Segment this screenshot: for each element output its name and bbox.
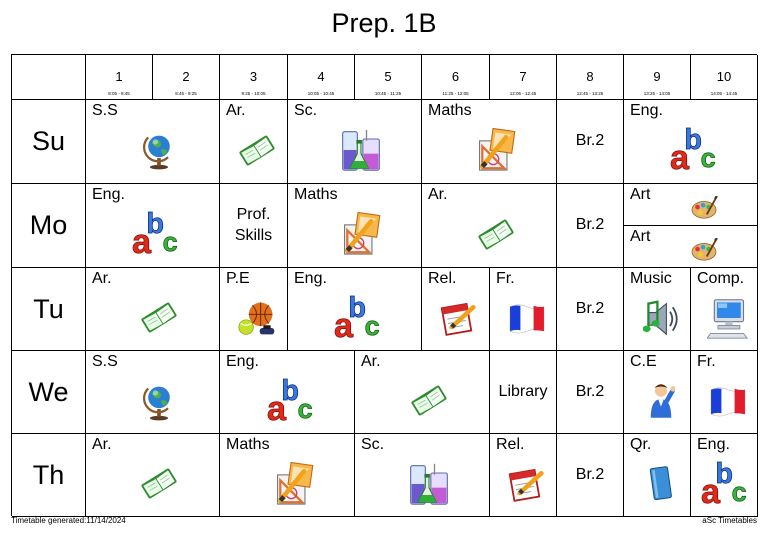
svg-text:a: a — [701, 472, 721, 509]
period-number: 5 — [384, 69, 392, 84]
lesson-qr[interactable] — [624, 434, 691, 517]
lesson-rel[interactable] — [490, 434, 557, 517]
lesson-label: P.E — [226, 270, 250, 287]
lesson-label: Eng. — [92, 186, 125, 203]
lesson-label: Sc. — [294, 102, 318, 119]
abc-icon — [334, 293, 388, 348]
period-time: 14:05 - 14:45 — [710, 91, 738, 96]
lesson-eng[interactable] — [288, 268, 422, 351]
book-icon — [139, 301, 179, 339]
day-label: Su — [12, 100, 86, 184]
period-header — [153, 55, 220, 100]
lesson-maths[interactable] — [220, 434, 355, 517]
lesson-p-e[interactable] — [220, 268, 288, 351]
lesson-label: Comp. — [697, 270, 745, 287]
abc-icon — [267, 376, 321, 431]
period-header — [422, 55, 490, 100]
lesson-fr[interactable] — [691, 351, 758, 434]
lesson-music[interactable] — [624, 268, 691, 351]
globe-icon — [141, 130, 177, 175]
day-label: Mo — [12, 184, 86, 268]
lesson-art[interactable] — [624, 226, 758, 268]
lesson-label: Ar. — [92, 270, 112, 287]
period-header — [490, 55, 557, 100]
period-time: 10:05 - 10:45 — [307, 91, 335, 96]
notepad-icon — [439, 300, 479, 341]
lesson-ar[interactable] — [220, 100, 288, 184]
abc-icon — [132, 209, 186, 264]
lesson-label: Br.2 — [575, 382, 605, 400]
lesson-label: S.S — [92, 353, 118, 370]
svg-text:c: c — [364, 311, 380, 342]
lesson-prof-skills[interactable] — [220, 184, 288, 268]
geometry-icon — [273, 460, 315, 513]
lesson-br-2[interactable] — [557, 184, 624, 268]
lesson-ar[interactable] — [422, 184, 557, 268]
lesson-label: Rel. — [496, 436, 525, 453]
period-time: 12:05 - 12:45 — [509, 91, 537, 96]
svg-text:a: a — [267, 389, 287, 426]
lesson-label: Eng. — [226, 353, 259, 370]
period-number: 1 — [115, 69, 123, 84]
svg-text:c: c — [162, 227, 178, 258]
lesson-ar[interactable] — [86, 434, 220, 517]
lesson-eng[interactable] — [86, 184, 220, 268]
lesson-eng[interactable] — [691, 434, 758, 517]
day-label: Tu — [12, 268, 86, 351]
lesson-art[interactable] — [624, 184, 758, 226]
svg-text:b: b — [146, 209, 164, 241]
period-number: 10 — [716, 69, 732, 84]
lesson-label: C.E — [630, 353, 657, 370]
abc-icon — [701, 459, 755, 514]
period-number: 7 — [519, 69, 527, 84]
lesson-label: Art — [630, 186, 651, 203]
lesson-sc[interactable] — [288, 100, 422, 184]
svg-text:a: a — [670, 138, 690, 175]
lesson-label: Qr. — [630, 436, 652, 453]
period-number: 3 — [249, 69, 258, 84]
lesson-label: Br.2 — [575, 132, 605, 150]
book-icon — [139, 467, 179, 505]
timetable-title: Prep. 1B — [331, 8, 437, 38]
lesson-ar[interactable] — [355, 351, 490, 434]
lesson-maths[interactable] — [288, 184, 422, 268]
lesson-label: Eng. — [697, 436, 730, 453]
flag-icon — [508, 302, 546, 339]
lesson-br-2[interactable] — [557, 268, 624, 351]
period-time: 11:25 - 12:05 — [442, 91, 469, 96]
lesson-library[interactable] — [490, 351, 557, 434]
lesson-label: Maths — [294, 186, 338, 203]
lesson-label: Fr. — [697, 353, 716, 370]
period-number: 4 — [317, 69, 325, 84]
lesson-label: S.S — [92, 102, 118, 119]
brand-credit: aSc Timetables — [702, 516, 757, 525]
abc-icon — [670, 125, 724, 180]
lesson-label: Music — [630, 270, 672, 287]
lesson-label: Br.2 — [575, 216, 605, 234]
period-time: 12:45 - 13:25 — [576, 91, 604, 96]
computer-icon — [707, 297, 749, 344]
book-icon — [409, 384, 449, 422]
svg-text:c: c — [700, 143, 716, 174]
period-number: 2 — [182, 69, 190, 84]
beakers-icon — [339, 126, 383, 179]
lesson-br-2[interactable] — [557, 100, 624, 184]
svg-text:b: b — [281, 376, 299, 408]
lesson-fr[interactable] — [490, 268, 557, 351]
period-header — [624, 55, 691, 100]
palette-icon — [690, 238, 718, 267]
period-time: 9:25 - 10:05 — [241, 91, 266, 96]
lesson-label: Ar. — [428, 186, 448, 203]
svg-text:b: b — [715, 459, 733, 491]
lesson-label: Maths — [226, 436, 270, 453]
geometry-icon — [475, 126, 517, 179]
lesson-label: Maths — [428, 102, 472, 119]
lesson-label: Eng. — [630, 102, 663, 119]
lesson-sc[interactable] — [355, 434, 490, 517]
period-header — [288, 55, 355, 100]
lesson-label: Prof. Skills — [234, 205, 273, 244]
lesson-eng[interactable] — [220, 351, 355, 434]
lesson-rel[interactable] — [422, 268, 490, 351]
quran-icon — [648, 464, 674, 509]
svg-text:c: c — [297, 394, 313, 425]
generated-date: Timetable generated:11/14/2024 — [11, 516, 126, 525]
balls-icon — [236, 298, 278, 343]
lesson-label: Eng. — [294, 270, 327, 287]
lesson-c-e[interactable] — [624, 351, 691, 434]
period-header — [220, 55, 288, 100]
lesson-s-s[interactable] — [86, 351, 220, 434]
notepad-icon — [507, 466, 547, 507]
timetable-grid — [11, 54, 757, 516]
lesson-label: Fr. — [496, 270, 515, 287]
period-number: 6 — [451, 69, 460, 84]
palette-icon — [690, 196, 718, 225]
lesson-label: Rel. — [428, 270, 457, 287]
period-time: 13:25 - 14:05 — [643, 91, 671, 96]
svg-text:a: a — [132, 222, 152, 259]
corner-cell — [12, 55, 86, 100]
lesson-label: Sc. — [361, 436, 385, 453]
period-time: 8:05 - 8:45 — [108, 91, 130, 96]
period-header — [86, 55, 153, 100]
period-header — [557, 55, 624, 100]
person-icon — [647, 382, 675, 425]
lesson-label: Br.2 — [575, 299, 605, 317]
lesson-label: Ar. — [226, 102, 246, 119]
lesson-br-2[interactable] — [557, 351, 624, 434]
speaker-icon — [643, 296, 679, 345]
beakers-icon — [407, 460, 451, 513]
lesson-label: Art — [630, 228, 651, 245]
period-header — [691, 55, 758, 100]
svg-text:a: a — [334, 306, 354, 343]
svg-text:b: b — [348, 293, 366, 325]
period-number: 8 — [586, 69, 594, 84]
period-header — [355, 55, 422, 100]
period-time: 8:45 - 9:25 — [175, 91, 197, 96]
day-label: Th — [12, 434, 86, 517]
geometry-icon — [340, 210, 382, 263]
svg-text:c: c — [731, 477, 747, 508]
book-icon — [237, 134, 277, 172]
lesson-label: Ar. — [361, 353, 381, 370]
lesson-eng[interactable] — [624, 100, 758, 184]
lesson-label: Br.2 — [575, 465, 605, 483]
book-icon — [476, 218, 516, 256]
lesson-comp[interactable] — [691, 268, 758, 351]
lesson-maths[interactable] — [422, 100, 557, 184]
lesson-ar[interactable] — [86, 268, 220, 351]
lesson-br-2[interactable] — [557, 434, 624, 517]
period-number: 9 — [653, 69, 661, 84]
flag-icon — [709, 385, 747, 422]
svg-text:b: b — [684, 125, 702, 157]
lesson-s-s[interactable] — [86, 100, 220, 184]
lesson-label: Library — [498, 382, 548, 400]
globe-icon — [141, 381, 177, 426]
period-time: 10:45 - 11:25 — [374, 91, 402, 96]
day-label: We — [12, 351, 86, 434]
lesson-label: Ar. — [92, 436, 112, 453]
